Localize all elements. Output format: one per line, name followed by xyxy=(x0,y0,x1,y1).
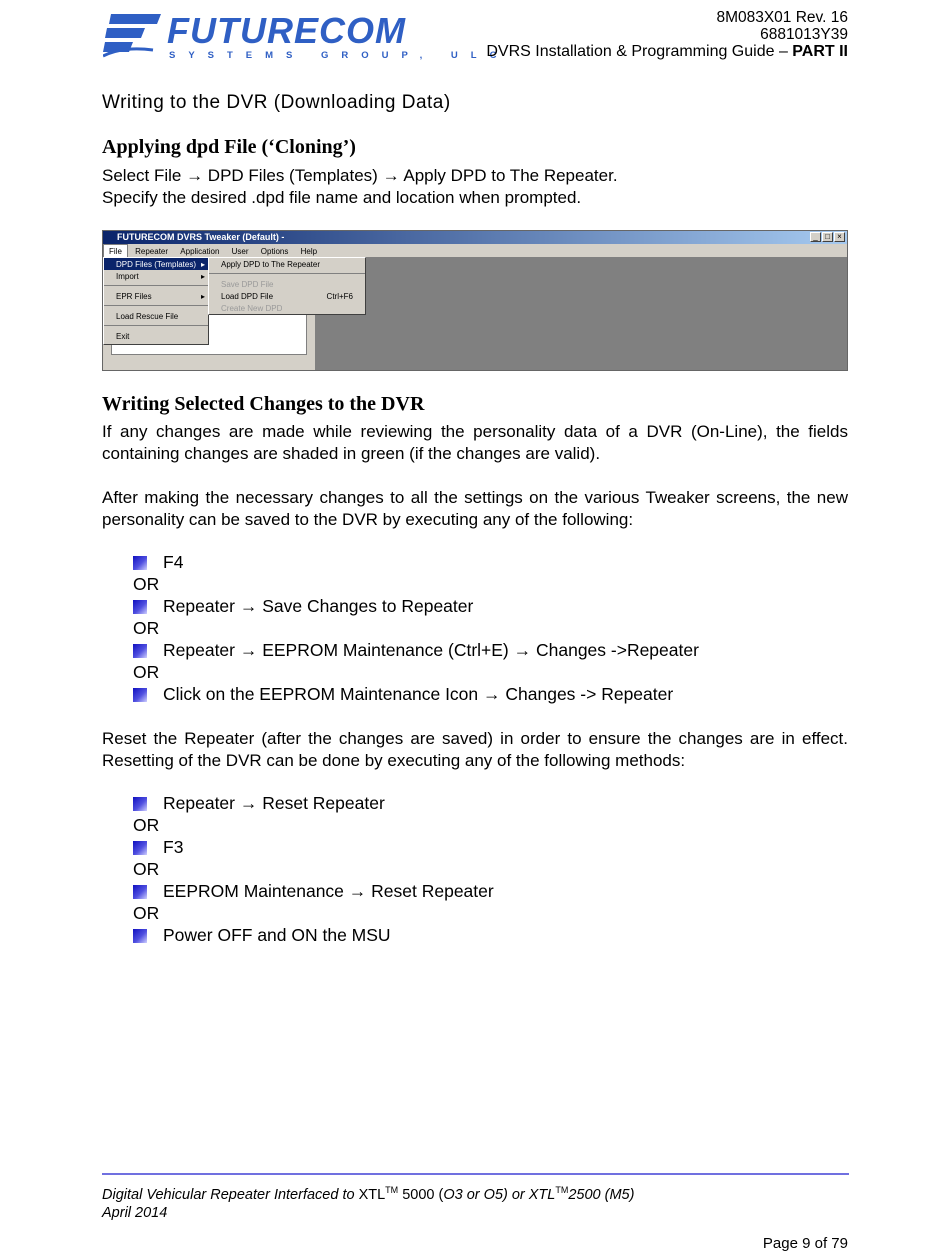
header-info xyxy=(486,9,848,60)
or-label: OR xyxy=(133,662,160,682)
footer-date: April 2014 xyxy=(102,1204,168,1221)
futurecom-logo xyxy=(103,10,510,66)
bullet-icon xyxy=(133,556,147,570)
menu-help: Help xyxy=(300,247,318,256)
section-title: Writing to the DVR (Downloading Data) xyxy=(102,92,451,113)
menu-file: File xyxy=(103,244,128,259)
or-label: OR xyxy=(133,574,160,594)
maximize-icon: □ xyxy=(822,232,833,242)
save-option-2: Repeater → Save Changes to Repeater xyxy=(133,596,473,617)
menu-item-load-rescue: Load Rescue File xyxy=(116,312,179,321)
menu-item-epr-files: EPR Files ▸ xyxy=(116,292,205,301)
page-number: Page 9 of 79 xyxy=(762,1235,848,1252)
menu-item-import: Import ▸ xyxy=(116,272,205,281)
writing-heading: Writing Selected Changes to the DVR xyxy=(102,393,425,415)
save-option-1: F4 xyxy=(133,552,183,573)
bullet-icon xyxy=(133,644,147,658)
guide-title: DVRS Installation & Programming Guide – PART II xyxy=(486,43,848,60)
save-option-4: Click on the EEPROM Maintenance Icon → Changes -> Repeater xyxy=(133,684,673,705)
logo-mark-icon xyxy=(103,12,163,60)
bullet-icon xyxy=(133,929,147,943)
save-option-3: Repeater → EEPROM Maintenance (Ctrl+E) → Changes ->Repeater xyxy=(133,640,699,661)
writing-para-2: After making the necessary changes to all the settings on the various Tweaker screens, the new personality can be saved to the DVR by executing any of the following: xyxy=(102,488,848,529)
doc-number: 8M083X01 Rev. 16 xyxy=(716,9,848,26)
cloning-line-2: Specify the desired .dpd file name and location when prompted. xyxy=(102,188,582,207)
menu-user: User xyxy=(231,247,249,256)
footer-product: Digital Vehicular Repeater Interfaced to XTL™ 5000 (O3 or O5) or XTL™2500 (M5) xyxy=(102,1185,635,1203)
bullet-icon xyxy=(133,688,147,702)
or-label: OR xyxy=(133,903,160,923)
bullet-icon xyxy=(133,885,147,899)
menu-item-dpd-files: DPD Files (Templates) ▸ xyxy=(104,258,208,270)
screenshot-titlebar: FUTURECOM DVRS Tweaker (Default) - xyxy=(103,231,847,244)
submenu-item-apply-dpd: Apply DPD to The Repeater xyxy=(221,260,321,269)
reset-option-3: EEPROM Maintenance → Reset Repeater xyxy=(133,881,494,902)
or-label: OR xyxy=(133,815,160,835)
file-menu xyxy=(103,257,209,345)
reset-option-2: F3 xyxy=(133,837,183,858)
bullet-icon xyxy=(133,600,147,614)
footer-rule xyxy=(102,1173,849,1175)
minimize-icon: _ xyxy=(810,232,821,242)
dpd-submenu xyxy=(208,257,366,315)
close-icon: × xyxy=(834,232,845,242)
or-label: OR xyxy=(133,859,160,879)
or-label: OR xyxy=(133,618,160,638)
bullet-icon xyxy=(133,797,147,811)
window-controls xyxy=(810,232,845,242)
doc-code: 6881013Y39 xyxy=(760,26,848,43)
menu-item-exit: Exit xyxy=(116,332,130,341)
menu-application: Application xyxy=(180,247,220,256)
guide-part: PART II xyxy=(792,43,848,60)
footer-text xyxy=(102,1181,634,1222)
writing-para-3: Reset the Repeater (after the changes are saved) in order to ensure the changes are in effect. Resetting of the DVR can be done by executing any of the following methods: xyxy=(102,729,848,770)
cloning-heading: Applying dpd File (‘Cloning’) xyxy=(102,136,356,158)
tweaker-screenshot xyxy=(102,230,848,371)
logo-subtitle: SYSTEMS GROUP, ULC xyxy=(169,50,510,61)
logo-wordmark: FUTURECOM xyxy=(167,10,406,51)
menu-repeater: Repeater xyxy=(135,247,169,256)
reset-option-1: Repeater → Reset Repeater xyxy=(133,793,385,814)
submenu-item-save-dpd: Save DPD File xyxy=(221,280,274,289)
submenu-item-create-dpd: Create New DPD xyxy=(221,304,283,313)
submenu-item-load-dpd: Load DPD File Ctrl+F6 xyxy=(221,292,353,301)
cloning-line-1: Select File → DPD Files (Templates) → Apply DPD to The Repeater. xyxy=(102,166,618,185)
screenshot-menubar xyxy=(103,244,847,257)
reset-option-4: Power OFF and ON the MSU xyxy=(133,925,391,946)
menu-options: Options xyxy=(260,247,289,256)
writing-para-1: If any changes are made while reviewing the personality data of a DVR (On-Line), the fields containing changes are shaded in green (if the changes are valid). xyxy=(102,422,848,463)
bullet-icon xyxy=(133,841,147,855)
